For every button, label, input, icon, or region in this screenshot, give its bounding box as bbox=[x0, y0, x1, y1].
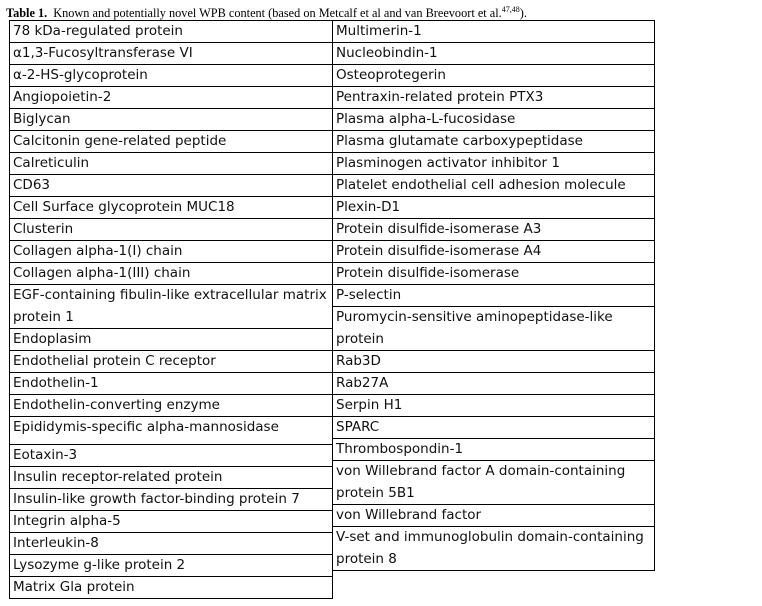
table-cell: Plexin-D1 bbox=[333, 197, 654, 219]
table-cell: Pentraxin-related protein PTX3 bbox=[333, 87, 654, 109]
table-cell: Epididymis-specific alpha-mannosidase bbox=[10, 417, 332, 445]
caption-text: Known and potentially novel WPB content (based on Metcalf et al and van Breevoort et al. bbox=[53, 6, 502, 20]
table-cell: Eotaxin-3 bbox=[10, 445, 332, 467]
table-cell: SPARC bbox=[333, 417, 654, 439]
table-cell: Protein disulfide-isomerase A3 bbox=[333, 219, 654, 241]
table-cell: V-set and immunoglobulin domain-containing protein 8 bbox=[333, 527, 654, 571]
table-cell: Insulin-like growth factor-binding protein 7 bbox=[10, 489, 332, 511]
table-cell: Calcitonin gene-related peptide bbox=[10, 131, 332, 153]
table-cell: von Willebrand factor A domain-containing protein 5B1 bbox=[333, 461, 654, 505]
table-cell: Lysozyme g-like protein 2 bbox=[10, 555, 332, 577]
table-cell: Matrix Gla protein bbox=[10, 577, 332, 599]
table-cell: Platelet endothelial cell adhesion molecule bbox=[333, 175, 654, 197]
table-cell: Collagen alpha-1(I) chain bbox=[10, 241, 332, 263]
table-cell: Angiopoietin-2 bbox=[10, 87, 332, 109]
table-cell: Endothelial protein C receptor bbox=[10, 351, 332, 373]
table-cell: Nucleobindin-1 bbox=[333, 43, 654, 65]
table-cell: Osteoprotegerin bbox=[333, 65, 654, 87]
table-cell: Rab3D bbox=[333, 351, 654, 373]
caption-end: ). bbox=[519, 6, 527, 20]
table-cell: Rab27A bbox=[333, 373, 654, 395]
table-cell: Endoplasim bbox=[10, 329, 332, 351]
table-cell: Clusterin bbox=[10, 219, 332, 241]
table-cell: Integrin alpha-5 bbox=[10, 511, 332, 533]
table-label: Table 1. bbox=[6, 6, 48, 20]
table-cell: Calreticulin bbox=[10, 153, 332, 175]
table-cell: Protein disulfide-isomerase A4 bbox=[333, 241, 654, 263]
table-cell: Insulin receptor-related protein bbox=[10, 467, 332, 489]
table-cell: EGF-containing fibulin-like extracellular matrix protein 1 bbox=[10, 285, 332, 329]
table-cell: Protein disulfide-isomerase bbox=[333, 263, 654, 285]
table-cell: 78 kDa-regulated protein bbox=[10, 21, 332, 43]
table-cell: Plasma alpha-L-fucosidase bbox=[333, 109, 654, 131]
table-cell: Endothelin-1 bbox=[10, 373, 332, 395]
table-caption bbox=[6, 3, 760, 20]
table-cell: Plasma glutamate carboxypeptidase bbox=[333, 131, 654, 153]
table-cell: Collagen alpha-1(III) chain bbox=[10, 263, 332, 285]
table-cell: CD63 bbox=[10, 175, 332, 197]
table-cell: Biglycan bbox=[10, 109, 332, 131]
table-cell: Cell Surface glycoprotein MUC18 bbox=[10, 197, 332, 219]
table-right-column bbox=[332, 20, 655, 571]
table-left-column bbox=[9, 20, 333, 599]
table-cell: Multimerin-1 bbox=[333, 21, 654, 43]
table-cell: Endothelin-converting enzyme bbox=[10, 395, 332, 417]
table-cell: α1,3-Fucosyltransferase VI bbox=[10, 43, 332, 65]
table-cell: α-2-HS-glycoprotein bbox=[10, 65, 332, 87]
table-cell: Interleukin-8 bbox=[10, 533, 332, 555]
table-cell: Serpin H1 bbox=[333, 395, 654, 417]
table-cell: P-selectin bbox=[333, 285, 654, 307]
table-cell: Plasminogen activator inhibitor 1 bbox=[333, 153, 654, 175]
table-cell: Puromycin-sensitive aminopeptidase-like protein bbox=[333, 307, 654, 351]
caption-refs: 47,48 bbox=[501, 5, 520, 14]
table-cell: von Willebrand factor bbox=[333, 505, 654, 527]
table-cell: Thrombospondin-1 bbox=[333, 439, 654, 461]
